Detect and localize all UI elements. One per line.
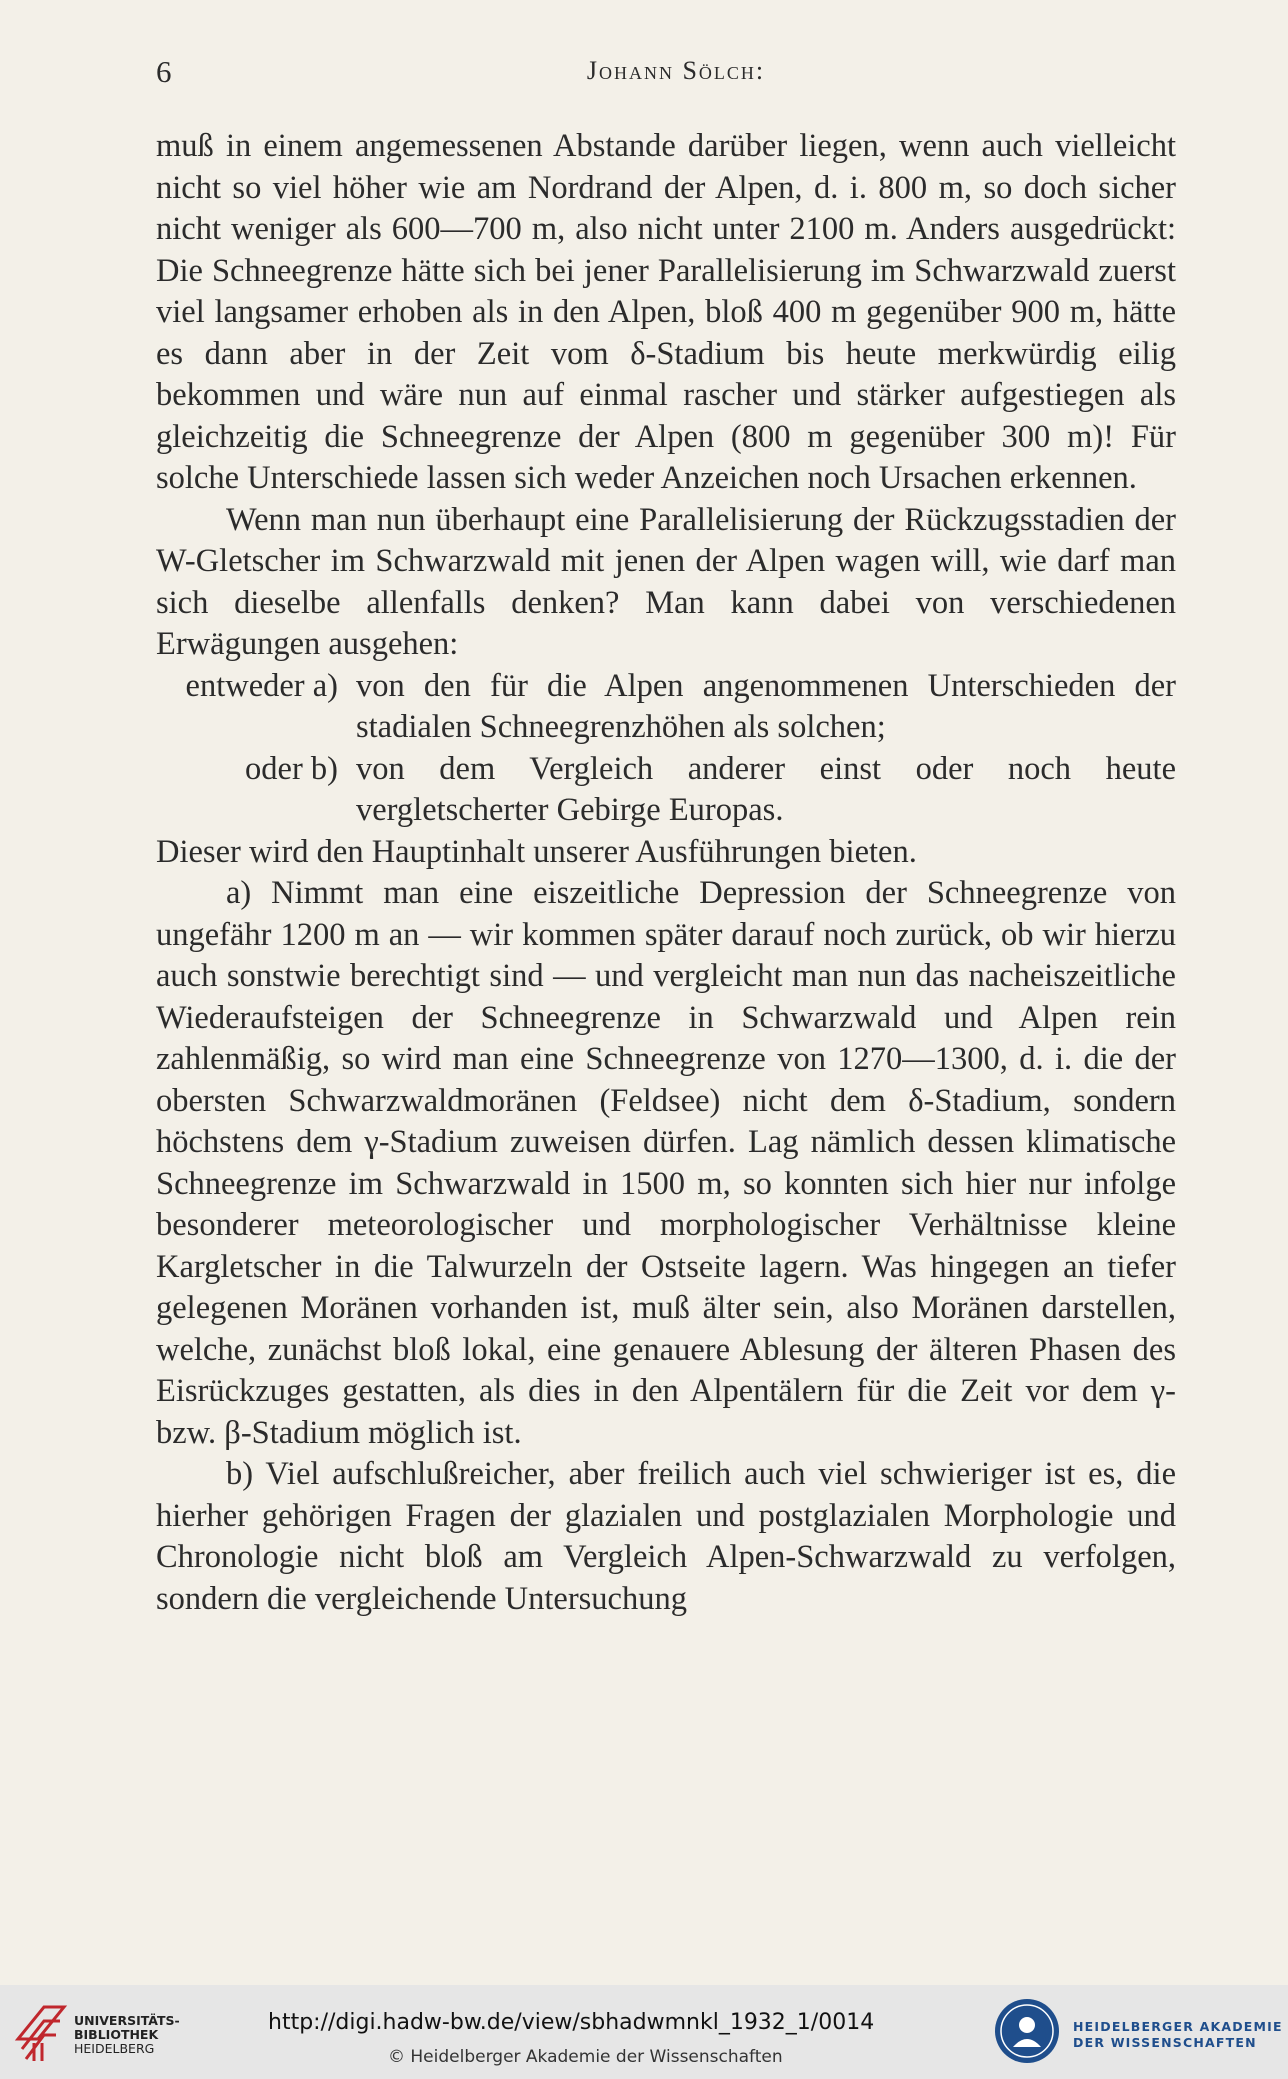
page-number: 6 (156, 54, 172, 89)
akademie-name: HEIDELBERGER AKADEMIE DER WISSENSCHAFTEN (1073, 2019, 1283, 2050)
copyright-text: © Heidelberger Akademie der Wissenschaften (388, 2047, 783, 2067)
permalink-link[interactable]: http://digi.hadw-bw.de/view/sbhadwmnkl_1932_1/0014 (268, 2010, 875, 2035)
list-item (156, 749, 1176, 832)
body-text (156, 126, 1176, 1620)
list-item-text: von dem Vergleich anderer einst oder noch heute vergletscherter Gebirge Europas. (356, 750, 1176, 828)
paragraph: a) Nimmt man eine eiszeitliche Depression der Schneegrenze von ungefähr 1200 m an — wir kommen später darauf noch zurück, ob wir hierzu auch sonstwie berechtigt sind — und vergleicht man nun das nacheiszeitliche Wiederaufsteigen der Schneegrenze in Schwarzwald und Alpen rein zahlenmäßig, so wird man eine Schneegrenze von 1270—1300, d. i. die der obersten Schwarzwaldmoränen (Feldsee) nicht dem δ-Stadium, sondern höchstens dem γ-Stadium zuweisen dürfen. Lag nämlich dessen klimatische Schneegrenze im Schwarzwald in 1500 m, so konnten sich hier nur infolge besonderer meteorologischer und morphologischer Verhältnisse kleine Kargletscher in die Talwurzeln der Ostseite lagern. Was hingegen an tiefer gelegenen Moränen vorhanden ist, muß älter sein, also Moränen darstellen, welche, zunächst bloß lokal, eine genauere Ablesung der älteren Phasen des Eisrückzuges gestatten, als dies in den Alpentälern für die Zeit vor dem γ- bzw. β-Stadium möglich ist. (156, 875, 1176, 1451)
list-item-label: oder b) (245, 750, 338, 787)
akademie-seal-icon (993, 1997, 1061, 2065)
list-item-text: von den für die Alpen angenommenen Unterschieden der stadialen Schneegrenzhöhen als solchen; (356, 667, 1176, 745)
paragraph: b) Viel aufschlußreicher, aber freilich auch viel schwieriger ist es, die hierher gehörigen Fragen der glazialen und postglazialen Morphologie und Chronologie nicht bloß am Vergleich Alpen-Schwarzwald zu verfolgen, sondern die vergleichende Untersuchung (156, 1456, 1176, 1617)
paragraph: Dieser wird den Hauptinhalt unserer Ausführungen bieten. (156, 833, 917, 870)
university-library-logo-icon (14, 1999, 70, 2065)
list-item-label: entweder a) (185, 667, 338, 704)
library-name: UNIVERSITÄTS- BIBLIOTHEK HEIDELBERG (74, 2013, 180, 2056)
digitization-footer (0, 1985, 1288, 2079)
running-head: Johann Sölch: (586, 56, 766, 85)
list-item (156, 666, 1176, 749)
paragraph: muß in einem angemessenen Abstande darüber liegen, wenn auch vielleicht nicht so viel höher wie am Nordrand der Alpen, d. i. 800 m, so doch sicher nicht weniger als 600—700 m, also nicht unter 2100 m. Anders ausgedrückt: Die Schneegrenze hätte sich bei jener Parallelisierung im Schwarzwald zuerst viel langsamer erhoben als in den Alpen, bloß 400 m gegenüber 900 m, hätte es dann aber in der Zeit vom δ-Stadium bis heute merkwürdig eilig bekommen und wäre nun auf einmal rascher und stärker aufgestiegen als gleichzeitig die Schneegrenze der Alpen (800 m gegenüber 300 m)! Für solche Unterschiede lassen sich weder Anzeichen noch Ursachen erkennen. (156, 128, 1176, 496)
paragraph: Wenn man nun überhaupt eine Parallelisierung der Rückzugsstadien der W-Gletscher im Schwarzwald mit jenen der Alpen wagen will, wie darf man sich dieselbe allenfalls denken? Man kann dabei von verschiedenen Erwägungen ausgehen: (156, 501, 1176, 662)
page-header (156, 54, 1176, 100)
